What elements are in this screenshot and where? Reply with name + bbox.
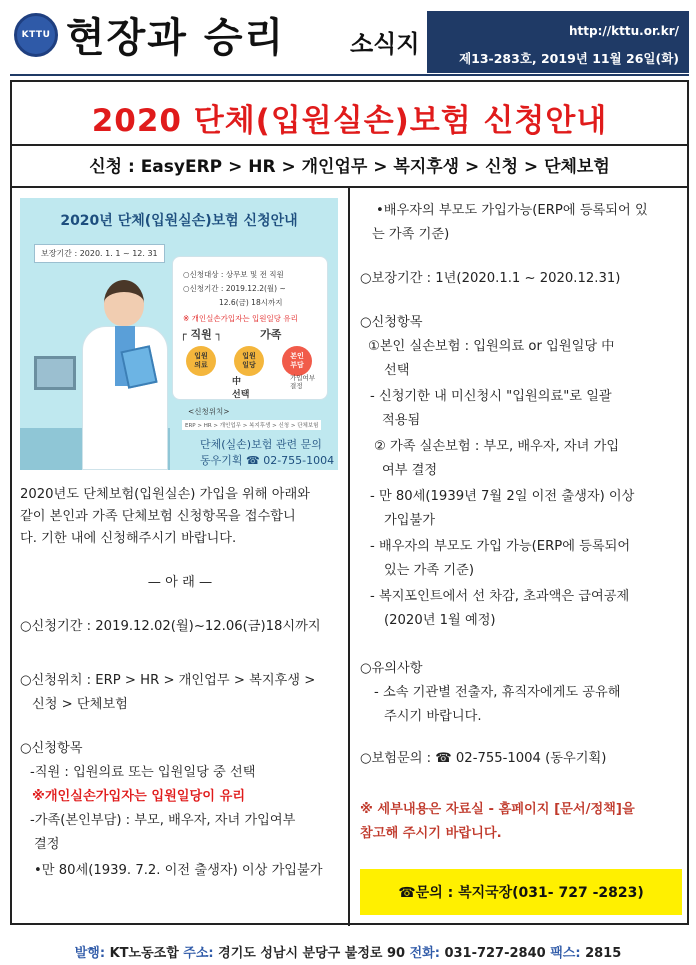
poster-target: ○신청대상 : 상무보 및 전 직원 <box>183 270 284 279</box>
footer-label-fax: 팩스: <box>550 946 581 961</box>
footer-phone: 031-727-2840 <box>444 946 546 961</box>
right-line: 선택 <box>384 363 410 378</box>
application-path: 신청 : EasyERP > HR > 개인업무 > 복지후생 > 신청 > 단체보험 <box>89 157 610 177</box>
poster-circle-inpatient-medical: 입원 의료 <box>186 346 216 376</box>
poster-head-family: 가족 <box>260 328 282 341</box>
right-line: ② 가족 실손보험 : 부모, 배우자, 자녀 가입 <box>374 439 620 454</box>
publisher-footer <box>0 942 696 961</box>
footer-label-phone: 전화: <box>409 946 440 961</box>
poster-circle-self-pay: 본인 부담 <box>282 346 312 376</box>
intro-line: 다. 기한 내에 신청해주시기 바랍니다. <box>20 531 237 546</box>
doctor-head-illustration <box>104 280 144 326</box>
footer-label-publisher: 발행: <box>74 946 106 961</box>
poster-choice: 中 선택 <box>232 377 250 400</box>
left-item-age-limit: •만 80세(1939. 7.2. 이전 출생자) 이상 가입불가 <box>34 863 323 878</box>
caution-line: - 소속 기관별 전출자, 휴직자에게도 공유해 <box>374 685 621 700</box>
left-item-family: -가족(본인부담) : 부모, 배우자, 자녀 가입여부 <box>30 813 296 828</box>
poster-location-path: ERP > HR > 개인업무 > 복지후생 > 신청 > 단체보험 <box>182 420 321 430</box>
footer-fax: 2815 <box>585 946 622 961</box>
column-divider <box>348 188 350 926</box>
poster-headings <box>180 326 281 342</box>
right-items-heading: ○신청항목 <box>360 315 423 330</box>
site-url[interactable]: http://kttu.or.kr/ <box>568 24 679 38</box>
application-location-line1: ○신청위치 : ERP > HR > 개인업무 > 복지후생 > <box>20 673 316 688</box>
issue-box <box>427 11 689 73</box>
poster-period: 보장기간 : 2020. 1. 1 ~ 12. 31 <box>34 244 165 263</box>
detail-notice <box>360 798 682 846</box>
right-line: •배우자의 부모도 가입가능(ERP에 등록되어 있 <box>376 203 648 218</box>
intro-paragraph <box>20 484 342 550</box>
poster-image <box>20 198 338 470</box>
right-line: - 만 80세(1939년 7월 2일 이전 출생자) 이상 <box>370 489 635 504</box>
poster-contact-phone: 동우기획 ☎ 02-755-1004 <box>200 454 335 467</box>
newsletter-title: 현장과 승리 <box>66 14 286 61</box>
right-line: 는 가족 기준) <box>372 227 450 242</box>
path-divider <box>12 186 687 188</box>
union-logo <box>14 13 58 57</box>
right-line: 여부 결정 <box>382 463 438 478</box>
footer-publisher: KT노동조합 <box>109 946 179 961</box>
poster-warning: ※ 개인실손가입자는 입원일당 유리 <box>183 314 298 323</box>
caution-heading: ○유의사항 <box>360 661 423 676</box>
left-items-heading: ○신청항목 <box>20 741 83 756</box>
poster-circle-inpatient-daily: 입원 일당 <box>234 346 264 376</box>
notice-line: ※ 세부내용은 자료실 - 홈페이지 [문서/정책]을 <box>360 802 635 817</box>
right-line: 적용됨 <box>382 413 421 428</box>
right-line: - 복지포인트에서 선 차감, 초과액은 급여공제 <box>370 589 630 604</box>
newsletter-subtitle: 소식지 <box>350 29 420 58</box>
monitor-illustration <box>34 356 76 390</box>
left-item-family-cont: 결정 <box>34 837 60 852</box>
application-period: ○신청기간 : 2019.12.02(월)~12.06(금)18시까지 <box>20 619 321 634</box>
poster-title: 2020년 단체(입원실손)보험 신청안내 <box>60 213 298 229</box>
article-frame <box>10 80 689 925</box>
header-divider <box>10 74 689 76</box>
welfare-contact-box: ☎문의 : 복지국장(031- 727 -2823) <box>360 869 682 915</box>
right-line: 있는 가족 기준) <box>384 563 474 578</box>
poster-apply1: ○신청기간 : 2019.12.2(월) ~ <box>183 284 286 293</box>
intro-line: 같이 본인과 가족 단체보험 신청항목을 접수합니 <box>20 509 296 524</box>
poster-apply2: 12.6(금) 18시까지 <box>219 298 283 307</box>
left-item-staff: -직원 : 입원의료 또는 입원일당 중 선택 <box>30 765 256 780</box>
right-line: 가입불가 <box>384 513 435 528</box>
right-line: - 배우자의 부모도 가입 가능(ERP에 등록되어 <box>370 539 631 554</box>
right-line: ①본인 실손보험 : 입원의료 or 입원일당 中 <box>368 339 615 354</box>
caution-line: 주시기 바랍니다. <box>384 709 482 724</box>
arae-heading: — 아 래 — <box>147 575 213 590</box>
poster-head-staff: ┌ 직원 ┐ <box>180 328 223 341</box>
footer-address: 경기도 성남시 분당구 불정로 90 <box>218 946 406 961</box>
left-item-staff-warning: ※개인실손가입자는 입원일당이 유리 <box>32 789 246 804</box>
poster-location-label: <신청위치> <box>188 407 230 416</box>
insurance-inquiry: ○보험문의 : ☎ 02-755-1004 (동우기획) <box>360 751 607 766</box>
issue-number: 제13-283호, 2019년 11월 26일(화) <box>459 51 679 66</box>
title-divider <box>12 144 687 146</box>
logo-text: KTTU <box>21 30 51 40</box>
poster-family-decision: 가입여부 결정 <box>290 374 316 390</box>
poster-contact-title: 단체(실손)보험 관련 문의 <box>200 438 322 451</box>
notice-line: 참고해 주시기 바랍니다. <box>360 826 502 841</box>
coverage-period: ○보장기간 : 1년(2020.1.1 ~ 2020.12.31) <box>360 271 621 286</box>
right-line: - 신청기한 내 미신청시 "입원의료"로 일괄 <box>370 389 612 404</box>
application-location-line2: 신청 > 단체보험 <box>32 697 128 712</box>
intro-line: 2020년도 단체보험(입원실손) 가입을 위해 아래와 <box>20 487 310 502</box>
footer-label-address: 주소: <box>183 946 214 961</box>
article-title: 2020 단체(입원실손)보험 신청안내 <box>91 103 608 139</box>
right-line: (2020년 1월 예정) <box>384 613 496 628</box>
